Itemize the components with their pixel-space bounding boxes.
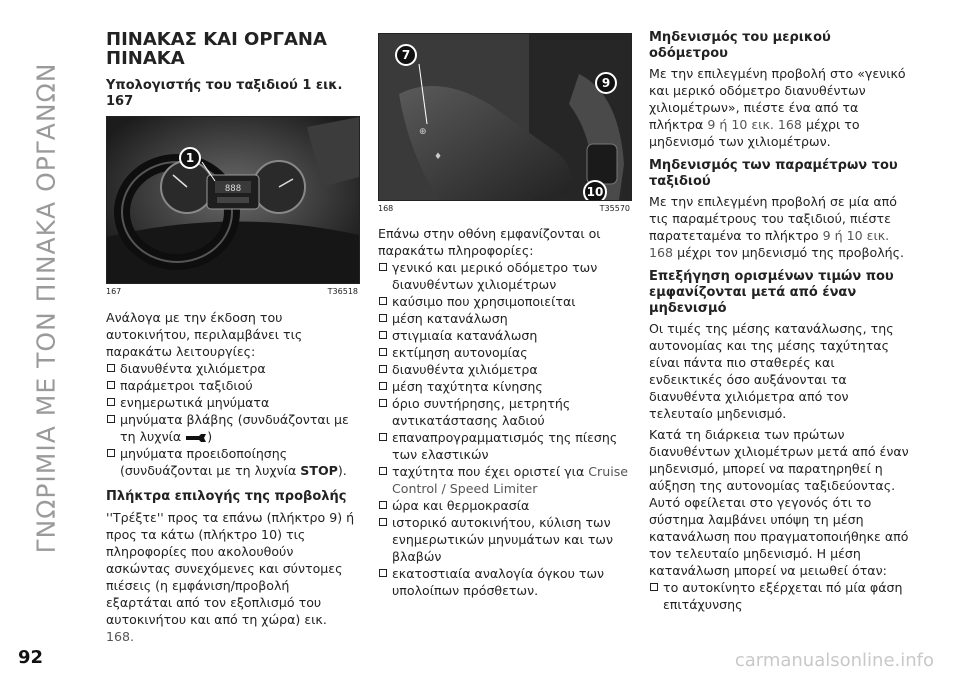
watermark: carmanualsonline.info [734,650,934,671]
page-number: 92 [18,647,44,668]
figure-number: 167 [106,287,122,296]
list-item: επαναπρογραμματισμός της πίεσης των ελαστικών [378,429,630,463]
checkbox-bullet-icon [379,365,387,373]
list-item: μέση ταχύτητα κίνησης [378,378,630,395]
display-readout: 888 [224,184,242,194]
checkbox-bullet-icon [379,297,387,305]
column-3 [649,30,911,613]
callout-10: 10 [583,180,607,201]
intro-paragraph: Ανάλογα με την έκδοση του αυτοκινήτου, περιλαμβάνει τις παρακάτω λειτουργίες: [106,310,303,359]
list-item: καύσιμο που χρησιμοποιείται [378,293,630,310]
list-item: μηνύματα βλάβης (συνδυάζονται με τη λυχνία ) [106,411,358,445]
checkbox-bullet-icon [379,399,387,407]
section-title-line2: ΠΙΝΑΚΑ [106,48,185,69]
dashboard-illustration [107,117,359,283]
explanation-paragraph-1: Οι τιμές της μέσης κατανάλωσης, της αυτονομίας και της μέσης ταχύτητας είναι πάντα πιο σταθερές και ενδεικτικές όσο αυξάνονται τα διανυθέντα χιλιόμετρα από τον τελευταίο μηδενισμό. [649,321,894,421]
stalk-illustration [379,34,631,200]
checkbox-bullet-icon [107,364,115,372]
figure-code: T35570 [599,204,630,213]
display-keys-paragraph: ''Τρέξτε'' προς τα επάνω (πλήκτρο 9) ή προς τα κάτω (πλήκτρο 10) τις πληροφορίες που ακολουθούν ασκώντας συνεχόμενες και σύντομες πιέσεις (η εμφάνιση/προβολή εξαρτάται από τον εξοπλισμό του αυτοκινήτου και από τη χώρα) εικ. 168. [106,510,355,644]
list-item: διανυθέντα χιλιόμετρα [106,360,358,377]
checkbox-bullet-icon [379,314,387,322]
reset-trip-paragraph: Με την επιλεγμένη προβολή σε μία από τις παραμέτρους του ταξιδιού, πιέστε παρατεταμένα το πλήκτρο 9 ή 10 εικ. 168 μέχρι τον μηδενισμό της προβολής. [649,194,905,260]
list-item: ταχύτητα που έχει οριστεί για Cruise Control / Speed Limiter [378,463,630,497]
section-title [106,30,358,68]
reset-partial-paragraph: Με την επιλεγμένη προβολή στο «γενικό και μερικό οδόμετρο διανυθέντων χιλιομέτρων», πιέστε ένα από τα πλήκτρα 9 ή 10 εικ. 168 μέχρι το μηδενισμό των χιλιομέτρων. [649,66,906,149]
list-item: εκτίμηση αυτονομίας [378,344,630,361]
checkbox-bullet-icon [379,433,387,441]
list-item: ιστορικό αυτοκινήτου, κύλιση των ενημερωτικών μηνυμάτων και των βλαβών [378,514,630,565]
list-item: το αυτοκίνητο εξέρχεται πό μία φάση επιτάχυνσης [649,579,911,613]
checkbox-bullet-icon [107,381,115,389]
figure-number: 168 [378,204,394,213]
wrench-warning-icon [185,433,207,443]
stop-label: STOP [300,463,338,478]
list-item: μέση κατανάλωση [378,310,630,327]
figure-167-caption [106,287,358,296]
cruise-control-reference: Cruise Control / Speed Limiter [392,464,629,496]
figure-code: T36518 [327,287,358,296]
figure-167 [106,116,360,284]
list-item: στιγμιαία κατανάλωση [378,327,630,344]
checkbox-bullet-icon [379,263,387,271]
list-item: γενικό και μερικό οδόμετρο των διανυθέντων χιλιομέτρων [378,259,630,293]
list-item: παράμετροι ταξιδιού [106,377,358,394]
checkbox-bullet-icon [379,501,387,509]
list-item: εκατοστιαία αναλογία όγκου των υπολοίπων πρόσθετων. [378,565,630,599]
list-item: μηνύματα προειδοποίησης (συνδυάζονται με τη λυχνία STOP). [106,445,358,479]
checkbox-bullet-icon [107,415,115,423]
heading-explanation: Επεξήγηση ορισμένων τιμών που εμφανίζονται μετά από έναν μηδενισμό [649,269,894,316]
explanation-paragraph-2: Κατά τη διάρκεια των πρώτων διανυθέντων χιλιομέτρων μετά από έναν μηδενισμό, μπορεί να παρατηρηθεί η αύξηση της αυτονομίας ταξιδεύοντας. Αυτό οφείλεται στο γεγονός ότι το σύστημα λαμβάνει υπόψη τη μέση κατανάλωση που πραγματοποιήθηκε από τον τελευταίο μηδενισμό. Η μέση κατανάλωση μπορεί να μειωθεί όταν: [649,427,909,578]
chapter-title: ΓΝΩΡΙΜΙΑ ΜΕ ΤΟΝ ΠΙΝΑΚΑ ΟΡΓΑΝΩΝ [31,62,61,554]
display-info-intro: Επάνω στην οθόνη εμφανίζονται οι παρακάτω πληροφορίες: [378,226,601,258]
heading-display-keys: Πλήκτρα επιλογής της προβολής [106,489,347,504]
checkbox-bullet-icon [650,583,658,591]
checkbox-bullet-icon [379,569,387,577]
side-tab [12,8,82,608]
svg-text:⊕: ⊕ [419,127,427,137]
figure-168 [378,33,632,201]
checkbox-bullet-icon [379,331,387,339]
checkbox-bullet-icon [379,348,387,356]
callout-1: 1 [179,147,201,169]
checkbox-bullet-icon [107,398,115,406]
column-1 [106,30,358,645]
heading-reset-trip: Μηδενισμός των παραμέτρων του ταξιδιού [649,158,898,189]
list-item: ενημερωτικά μηνύματα [106,394,358,411]
subtitle-trip-computer: Υπολογιστής του ταξιδιού 1 εικ. 167 [106,78,343,109]
heading-reset-partial: Μηδενισμός του μερικού οδόμετρου [649,30,831,61]
column-2 [378,30,630,599]
section-title-line1: ΠΙΝΑΚΑΣ ΚΑΙ ΟΡΓΑΝΑ [106,29,327,50]
list-item: ώρα και θερμοκρασία [378,497,630,514]
callout-7: 7 [395,44,417,66]
figure-168-caption [378,204,630,213]
checkbox-bullet-icon [379,382,387,390]
checkbox-bullet-icon [379,467,387,475]
checkbox-bullet-icon [107,449,115,457]
list-item: διανυθέντα χιλιόμετρα [378,361,630,378]
checkbox-bullet-icon [379,518,387,526]
list-item: όριο συντήρησης, μετρητής αντικατάστασης λαδιού [378,395,630,429]
callout-9: 9 [595,72,617,94]
svg-text:♦: ♦ [434,152,443,162]
